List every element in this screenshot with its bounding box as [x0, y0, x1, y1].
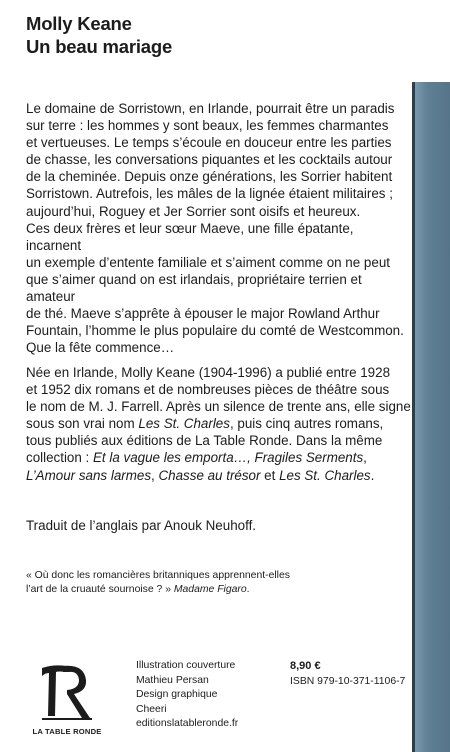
bio-line: tous publiés aux éditions de La Table Ronde. Dans la même [26, 433, 383, 449]
publisher-website: editionslatableronde.fr [136, 718, 239, 730]
synopsis-line: Ces deux frères et leur sœur Maeve, une fille épatante, incarnent [26, 220, 354, 253]
publisher-name: LA TABLE RONDE [32, 727, 102, 736]
quote-text: l’art de la cruauté sournoise ? » [26, 583, 174, 595]
bio-line: Née en Irlande, Molly Keane (1904-1996) a publié entre 1928 [26, 365, 391, 380]
synopsis-line: et vertueuses. Le temps s’écoule en douceur entre les parties [26, 135, 392, 151]
bio-text: sous son vrai nom [26, 416, 139, 432]
bio-book-title: Chasse au trésor [158, 467, 261, 483]
synopsis-line: Fountain, l’homme le plus populaire du comté de Westcommon. [26, 323, 404, 339]
author-biography [26, 364, 412, 484]
synopsis-line: de la cheminée. Depuis onze générations, les Sorrier habitent [26, 169, 393, 185]
bio-book-title: Les St. Charles [138, 416, 230, 432]
synopsis-line: Sorristown. Autrefois, les mâles de la lignée étaient militaires ; [26, 186, 393, 202]
bio-line [26, 449, 412, 466]
bio-text: , [151, 467, 159, 483]
price: 8,90 € [290, 660, 321, 672]
synopsis-line: que s’aimer quand on est irlandais, propriétaire terrien et amateur [26, 271, 362, 305]
bio-text: collection : [26, 450, 93, 466]
cover-spine-edge [414, 82, 450, 752]
quote-line [26, 583, 406, 597]
credit-line: Design graphique [136, 689, 218, 701]
publisher-logo [22, 660, 110, 740]
bio-line [26, 467, 412, 484]
bio-text: , puis cinq autres romans, [229, 416, 384, 432]
bio-line: le nom de M. J. Farrell. Après un silence de trente ans, elle signe [26, 399, 411, 415]
cover-spine-shadow [412, 82, 415, 752]
credit-line: Illustration couverture [136, 660, 236, 671]
bio-line [26, 415, 412, 432]
translator-credit: Traduit de l’anglais par Anouk Neuhoff. [26, 518, 257, 533]
table-ronde-monogram-icon [36, 660, 96, 722]
bio-text: , [363, 450, 367, 466]
quote-line: « Où donc les romancières britanniques apprennent-elles [26, 570, 290, 581]
synopsis-line: de chasse, les conversations piquantes et les cocktails autour [26, 152, 393, 168]
bio-text: et [260, 467, 280, 483]
bio-line: et 1952 dix romans et de nombreuses pièces de théâtre sous [26, 382, 390, 398]
press-quote [26, 569, 406, 596]
credit-line: Mathieu Persan [136, 674, 209, 686]
bio-book-title: Et la vague les emporta…, Fragiles Serments [93, 450, 364, 466]
synopsis [26, 100, 412, 356]
bio-book-title: L’Amour sans larmes [26, 467, 152, 483]
quote-source: Madame Figaro [173, 583, 247, 595]
synopsis-line: aujourd’hui, Roguey et Jer Sorrier sont oisifs et heureux. [26, 203, 361, 219]
quote-text: . [246, 583, 250, 595]
synopsis-line: de thé. Maeve s’apprête à épouser le major Rowland Arthur [26, 306, 380, 322]
synopsis-line: Le domaine de Sorristown, en Irlande, pourrait être un paradis [26, 101, 395, 116]
credit-line: Cheeri [136, 703, 167, 715]
synopsis-line: Que la fête commence… [26, 340, 175, 356]
synopsis-line: un exemple d’entente familiale et s’aiment comme on ne peut [26, 254, 390, 270]
book-title: Un beau mariage [26, 36, 173, 57]
design-credits [136, 659, 238, 732]
synopsis-line: sur terre : les hommes y sont beaux, les femmes charmantes [26, 118, 389, 134]
author-name: Molly Keane [26, 13, 132, 34]
isbn: ISBN 979-10-371-1106-7 [290, 676, 406, 687]
bio-text: . [370, 467, 375, 483]
bio-book-title: Les St. Charles [279, 467, 371, 483]
